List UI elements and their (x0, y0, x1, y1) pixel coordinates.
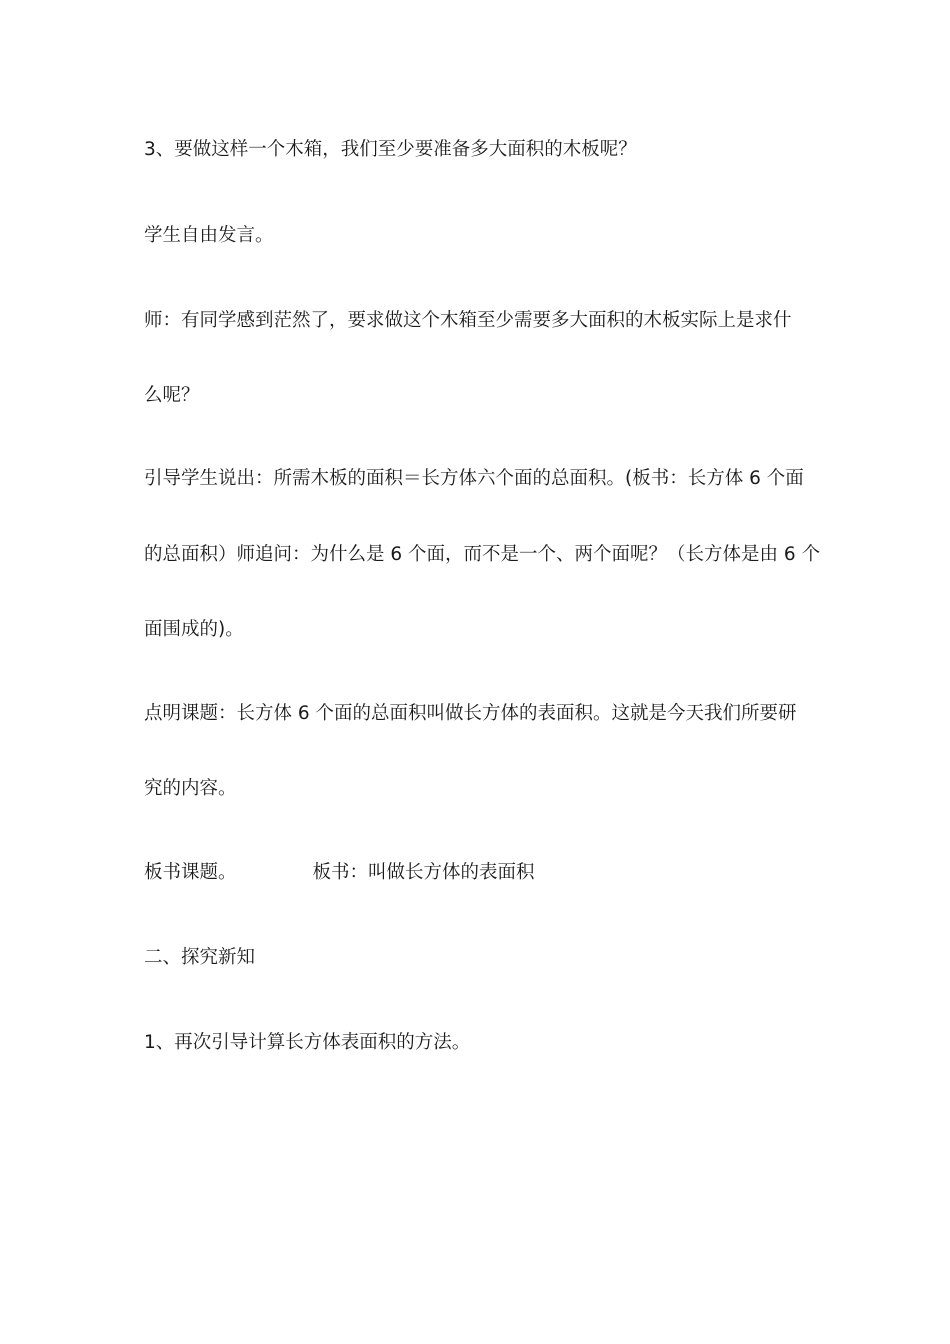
topic-line: 点明课题：长方体 6 个面的总面积叫做长方体的表面积。这就是今天我们所要研 (144, 703, 797, 724)
teacher-line-continued: 么呢？ (144, 385, 200, 406)
student-response-line: 学生自由发言。 (144, 225, 274, 246)
topic-line-continued: 究的内容。 (144, 778, 237, 799)
guide-line-end: 面围成的)。 (144, 619, 244, 640)
board-title-label: 板书课题。 (144, 862, 237, 883)
teacher-line: 师：有同学感到茫然了，要求做这个木箱至少需要多大面积的木板实际上是求什 (144, 310, 792, 331)
board-title-line (144, 860, 814, 886)
guide-line: 引导学生说出：所需木板的面积＝长方体六个面的总面积。(板书：长方体 6 个面 (144, 468, 804, 489)
numbered-item: 1、再次引导计算长方体表面积的方法。 (144, 1032, 471, 1053)
board-title-text: 板书：叫做长方体的表面积 (312, 862, 535, 883)
guide-line-continued: 的总面积）师追问：为什么是 6 个面，而不是一个、两个面呢？（长方体是由 6 个 (144, 544, 821, 565)
section-heading: 二、探究新知 (144, 947, 256, 968)
question-line: 3、要做这样一个木箱，我们至少要准备多大面积的木板呢？ (144, 139, 637, 160)
